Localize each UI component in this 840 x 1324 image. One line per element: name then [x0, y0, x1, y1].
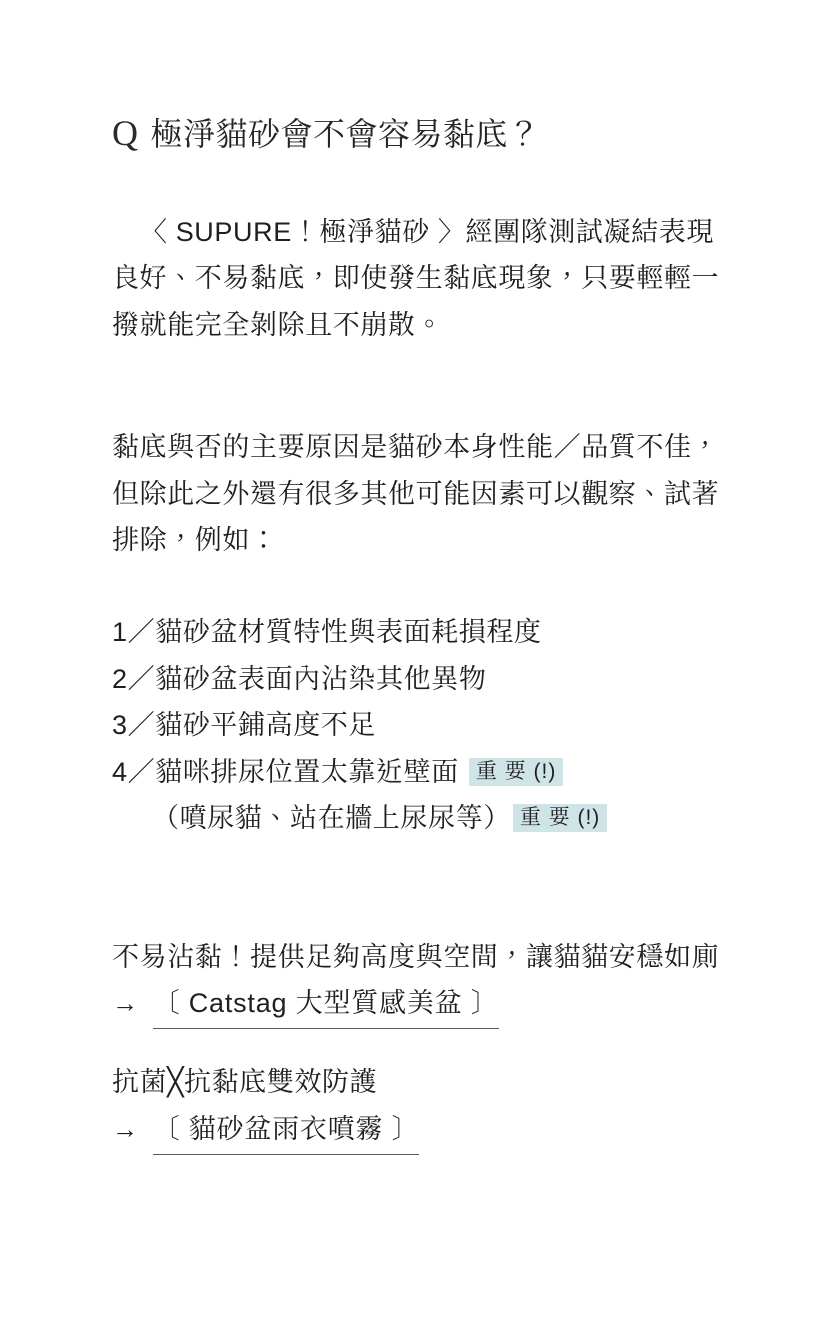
answer-paragraph-2: 黏底與否的主要原因是貓砂本身性能／品質不佳，但除此之外還有很多其他可能因素可以觀察、試著排除，例如： [112, 432, 720, 555]
question-text: 極淨貓砂會不會容易黏底？ [150, 116, 541, 152]
promo-link-row [112, 1106, 728, 1155]
important-badge: 重 要 (!) [513, 804, 608, 832]
reason-text: 2／貓砂盆表面內沾染其他異物 [112, 663, 487, 694]
list-item [112, 749, 728, 842]
question-heading [112, 110, 728, 157]
arrow-right-icon: → [112, 1113, 139, 1144]
product-link-catstag-litter-box[interactable]: 〔 Catstag 大型質感美盆 〕 [153, 980, 499, 1029]
reason-text: 4／貓咪排尿位置太靠近壁面 [112, 756, 459, 787]
arrow-right-icon: → [112, 988, 139, 1019]
promo-block-1 [112, 934, 728, 1030]
list-item [112, 656, 728, 702]
important-badge: 重 要 (!) [469, 758, 564, 786]
spacer [112, 348, 728, 424]
answer-paragraph-1: 〈 SUPURE！極淨貓砂 〉經團隊測試凝結表現良好、不易黏底，即使發生黏底現象，只要輕輕一撥就能完全剝除且不崩散。 [112, 216, 720, 340]
reason-text: 3／貓砂平鋪高度不足 [112, 710, 377, 741]
product-link-raincoat-spray[interactable]: 〔 貓砂盆雨衣噴霧 〕 [153, 1106, 420, 1155]
promo-description: 不易沾黏！提供足夠高度與空間，讓貓貓安穩如廁 [112, 941, 720, 972]
list-item [112, 702, 728, 748]
reason-subtext: （噴尿貓、站在牆上尿尿等） [152, 803, 511, 834]
promo-block-2 [112, 1059, 728, 1155]
question-marker: Q [112, 113, 139, 153]
spacer [112, 842, 728, 934]
reason-subtext-row [112, 795, 728, 841]
spacer [112, 563, 728, 609]
promo-link-row [112, 980, 728, 1029]
list-item [112, 609, 728, 655]
spacer [112, 1029, 728, 1059]
promo-description: 抗菌╳抗黏底雙效防護 [112, 1067, 378, 1098]
reason-list [112, 609, 728, 841]
reason-text: 1／貓砂盆材質特性與表面耗損程度 [112, 617, 542, 648]
